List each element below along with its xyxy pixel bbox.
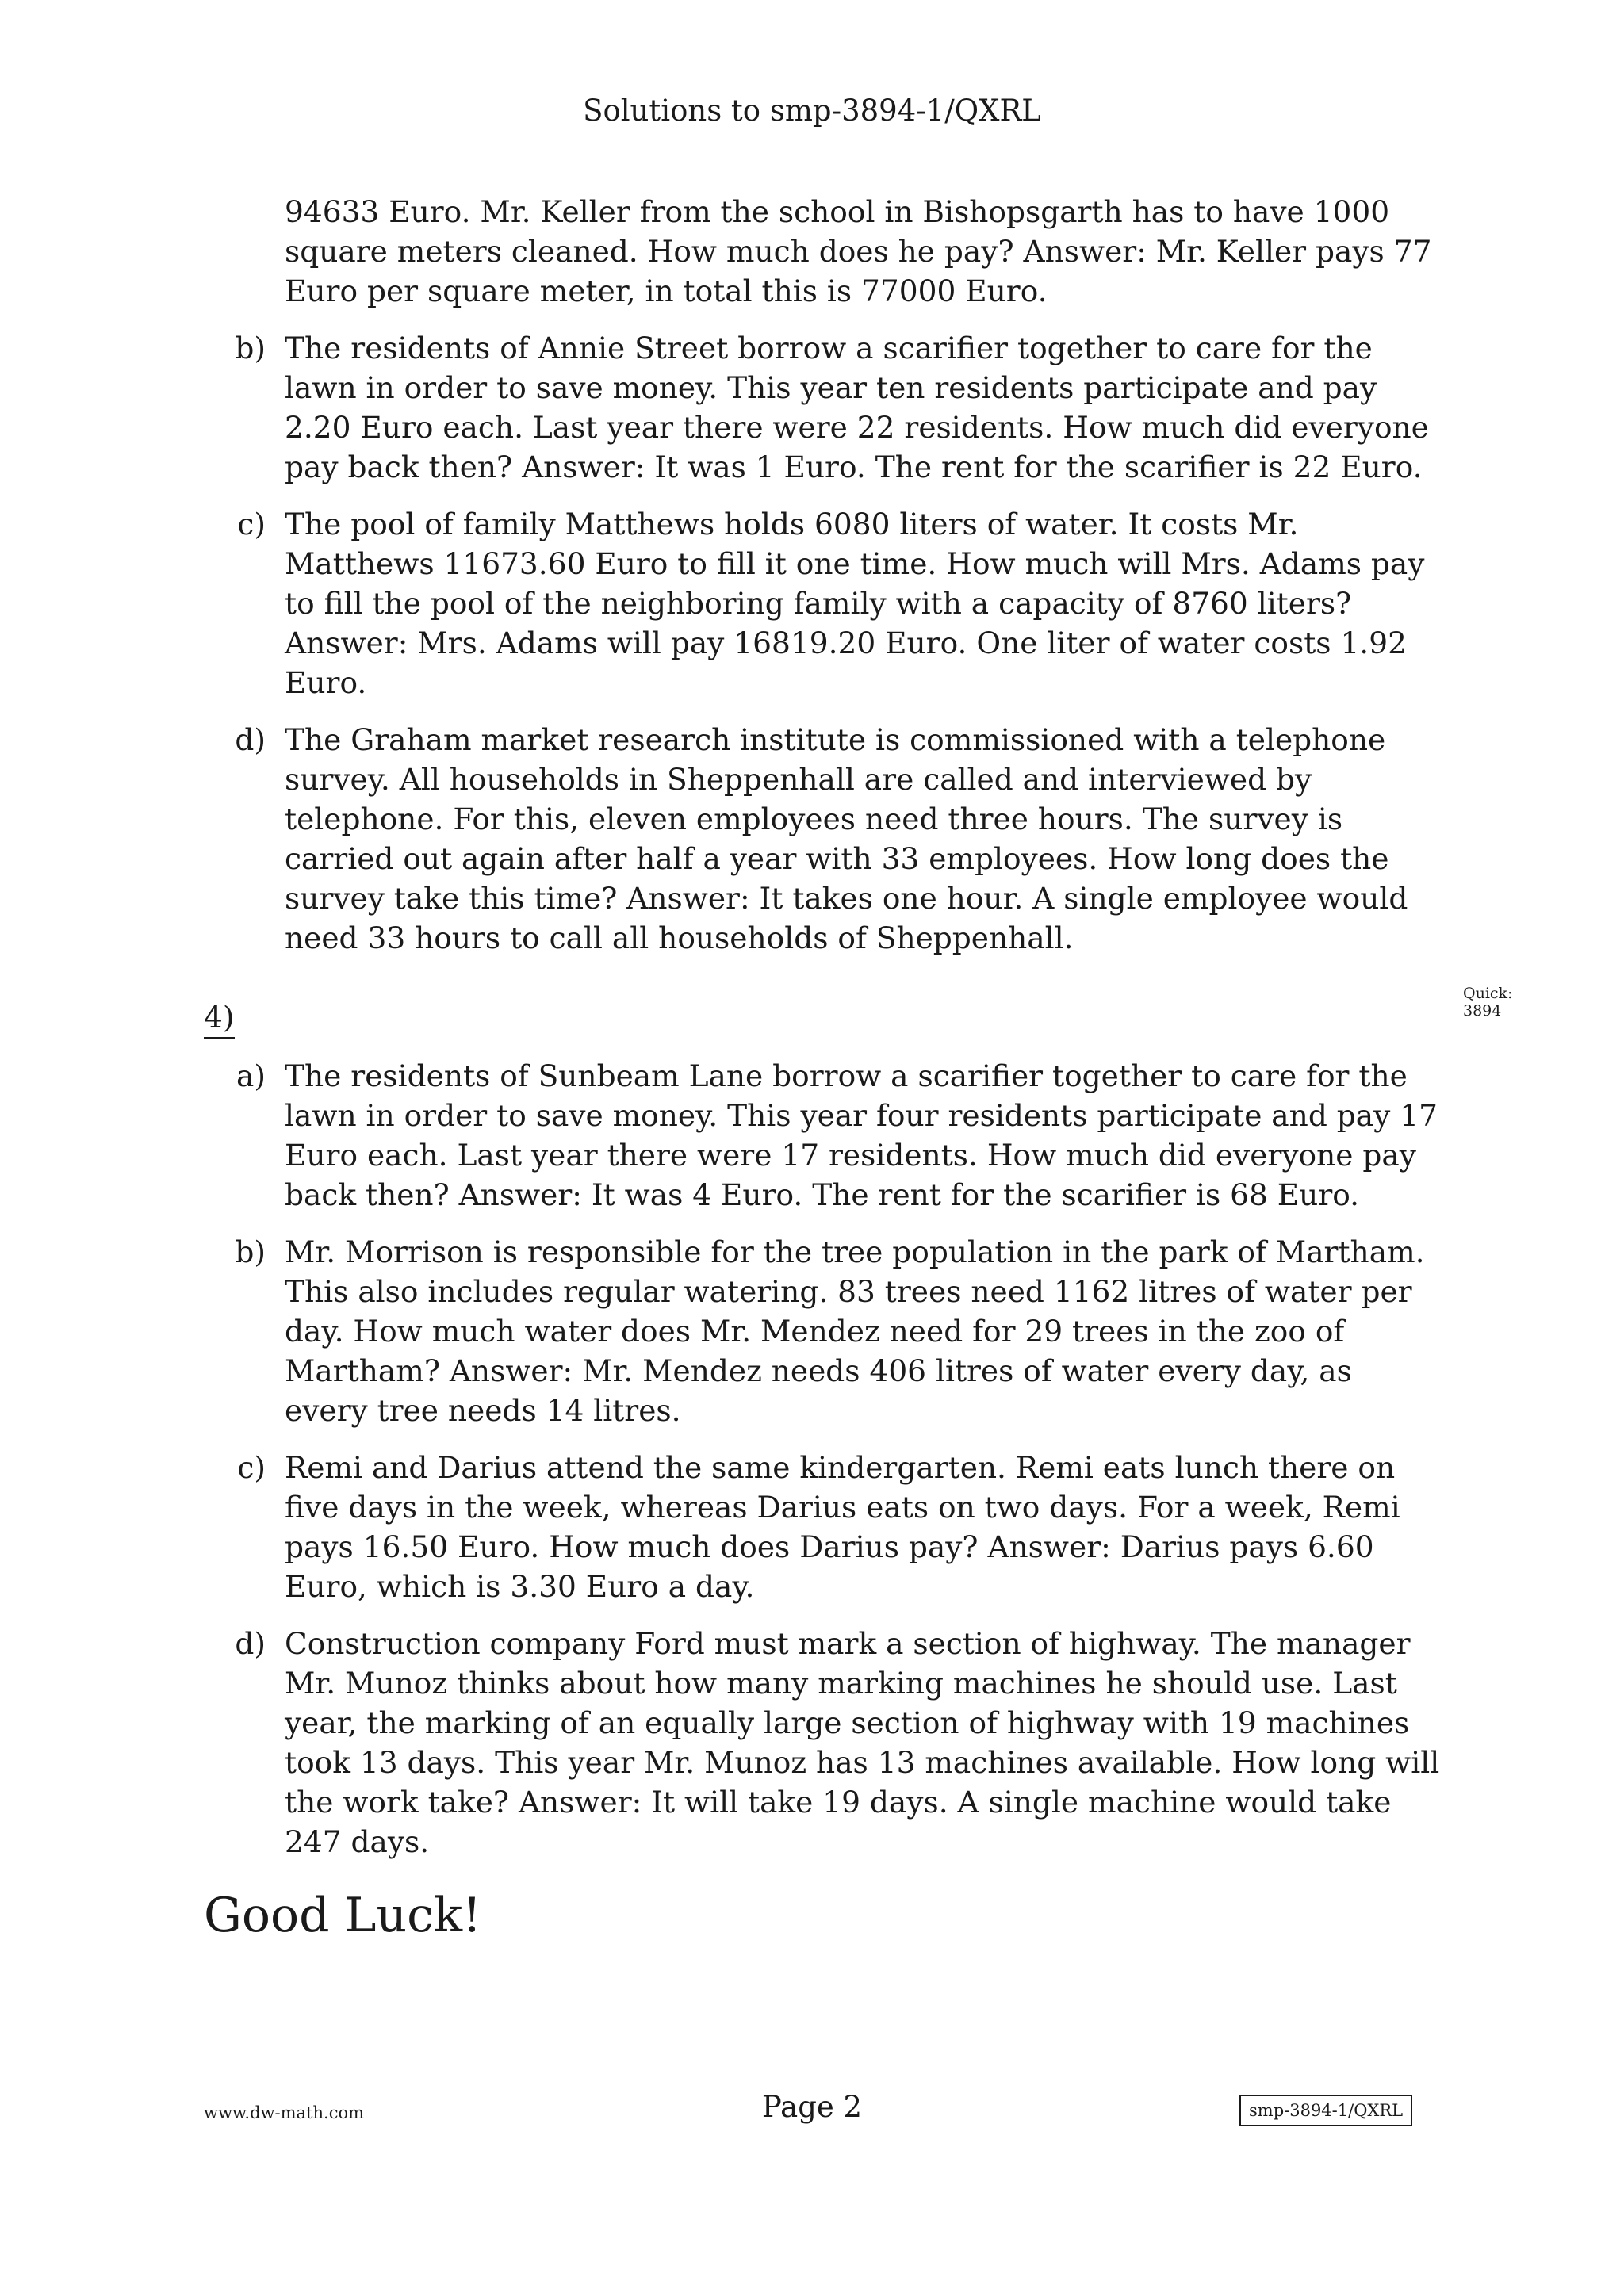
item-text: Mr. Morrison is responsible for the tree population in the park of Martham. This also includes regular watering. 83 trees need 1162 litres of water per day. How much water does Mr. Mendez need for 29 trees in the zoo of Martham? Answer: Mr. Mendez needs 406 litres of water every day, as every tree needs 14 litres.	[285, 1234, 1425, 1428]
exercise-3d	[204, 720, 1441, 958]
exercise-4b	[204, 1232, 1441, 1430]
footer-website: www.dw-math.com	[204, 2103, 365, 2122]
item-label: d)	[235, 722, 266, 757]
exercise-4d	[204, 1624, 1441, 1862]
item-label: d)	[235, 1626, 266, 1661]
quick-code: 3894	[1463, 1002, 1502, 1020]
exercise-4c	[204, 1448, 1441, 1606]
quick-label: Quick:	[1463, 985, 1513, 1002]
item-label: c)	[237, 507, 266, 541]
section-number-4: 4)	[204, 999, 235, 1039]
item-text: The residents of Sunbeam Lane borrow a scarifier together to care for the lawn in order to save money. This year four residents participate and pay 17 Euro each. Last year there were 17 residents. How much did everyone pay back then? Answer: It was 4 Euro. The rent for the scarifier is 68 Euro.	[285, 1058, 1438, 1212]
item-text: The pool of family Matthews holds 6080 liters of water. It costs Mr. Matthews 11673.60 Euro to fill it one time. How much will Mrs. Adams pay to fill the pool of the neighboring family with a capacity of 8760 liters? Answer: Mrs. Adams will pay 16819.20 Euro. One liter of water costs 1.92 Euro.	[285, 507, 1425, 700]
item-label: b)	[235, 331, 266, 365]
item-text: Remi and Darius attend the same kindergarten. Remi eats lunch there on five days in the week, whereas Darius eats on two days. For a week, Remi pays 16.50 Euro. How much does Darius pay? Answer: Darius pays 6.60 Euro, which is 3.30 Euro a day.	[285, 1450, 1400, 1604]
footer-page-number: Page 2	[761, 2090, 863, 2124]
exercise-3c	[204, 504, 1441, 702]
item-text: The Graham market research institute is commissioned with a telephone survey. All households in Sheppenhall are called and interviewed by telephone. For this, eleven employees need three hours. The survey is carried out again after half a year with 33 employees. How long does the survey take this time? Answer: It takes one hour. A single employee would need 33 hours to call all households of Sheppenhall.	[285, 722, 1408, 955]
quick-code-note	[1463, 985, 1512, 1020]
item-label: b)	[235, 1234, 266, 1269]
item-label: c)	[237, 1450, 266, 1485]
document-body	[204, 192, 1441, 1947]
exercise-3b	[204, 328, 1441, 487]
footer-document-code: smp-3894-1/QXRL	[1239, 2095, 1412, 2126]
exercise-4a	[204, 1056, 1441, 1215]
continued-exercise-text: 94633 Euro. Mr. Keller from the school in Bishopsgarth has to have 1000 square meters cleaned. How much does he pay? Answer: Mr. Keller pays 77 Euro per square meter, in total this is 77000 Euro.	[285, 194, 1432, 308]
closing-message: Good Luck!	[204, 1888, 482, 1943]
item-text: Construction company Ford must mark a section of highway. The manager Mr. Munoz thinks about how many marking machines he should use. Last year, the marking of an equally large section of highway with 19 machines took 13 days. This year Mr. Munoz has 13 machines available. How long will the work take? Answer: It will take 19 days. A single machine would take 247 days.	[285, 1626, 1440, 1859]
item-text: The residents of Annie Street borrow a scarifier together to care for the lawn in order to save money. This year ten residents participate and pay 2.20 Euro each. Last year there were 22 residents. How much did everyone pay back then? Answer: It was 1 Euro. The rent for the scarifier is 22 Euro.	[285, 331, 1429, 484]
item-label: a)	[236, 1058, 266, 1093]
page-header: Solutions to smp-3894-1/QXRL	[583, 94, 1041, 128]
